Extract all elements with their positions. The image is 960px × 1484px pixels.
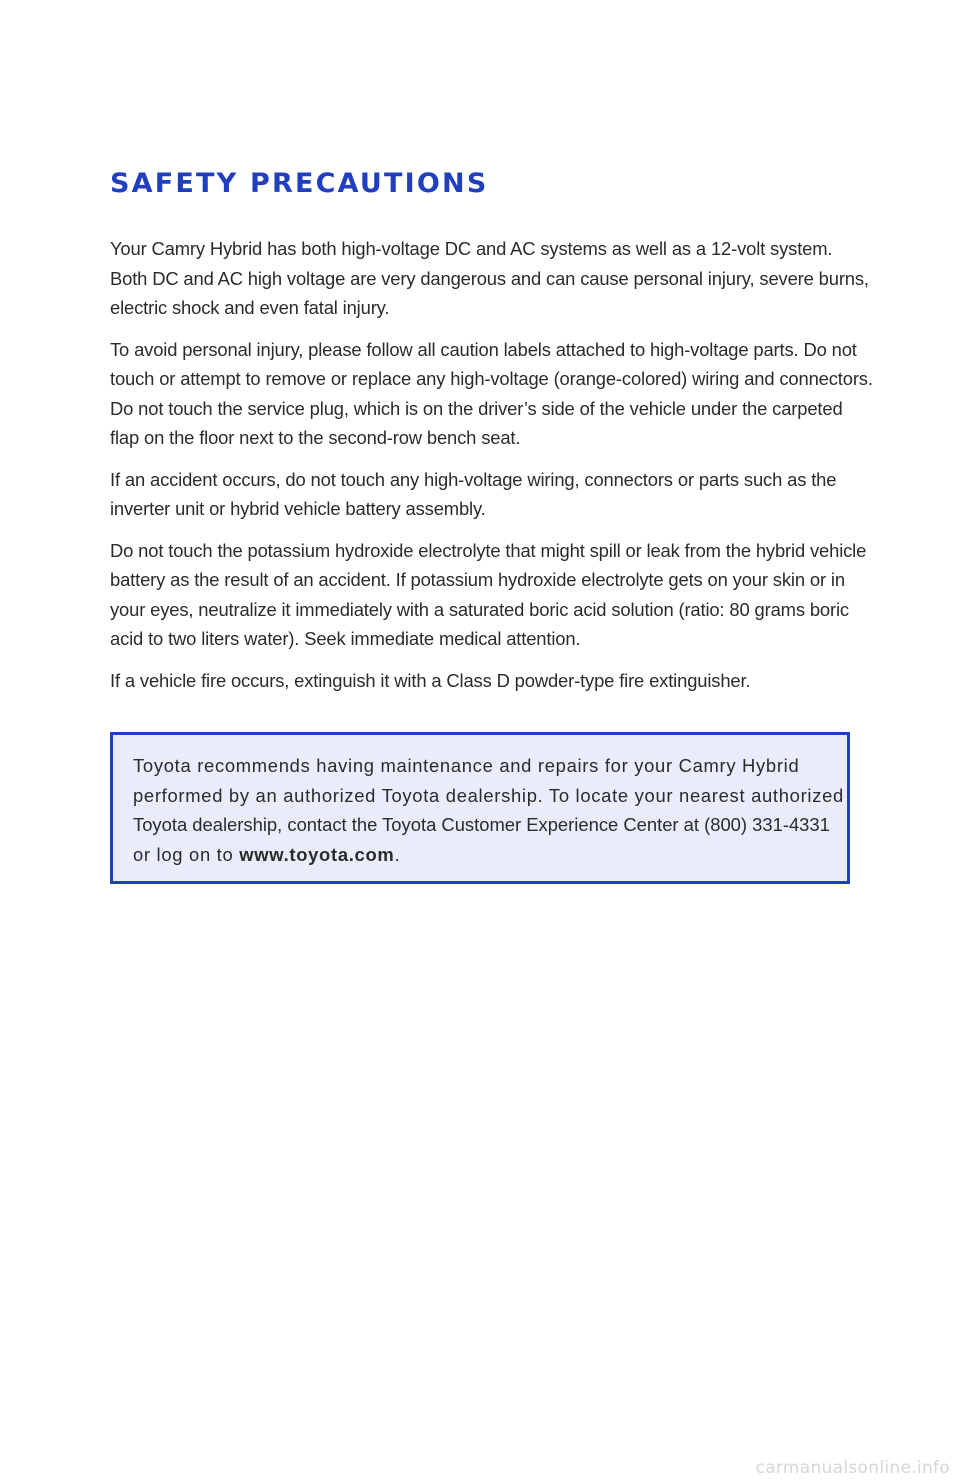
- note-line: Toyota dealership, contact the Toyota Customer Experience Center at (800) 331-4331: [133, 814, 830, 835]
- note-line: Toyota recommends having maintenance and repairs for your Camry Hybrid: [133, 755, 800, 776]
- dealership-note-text: [133, 751, 844, 869]
- text-line: Both DC and AC high voltage are very dangerous and can cause personal injury, severe burns,: [110, 267, 869, 289]
- text-line: If a vehicle fire occurs, extinguish it with a Class D powder-type fire extinguisher.: [110, 669, 751, 691]
- site-watermark: carmanualsonline.info: [755, 1458, 950, 1478]
- text-line: flap on the floor next to the second-row bench seat.: [110, 427, 521, 448]
- dealership-note-box: [110, 732, 850, 884]
- text-line: Do not touch the potassium hydroxide electrolyte that might spill or leak from the hybrid vehicle: [110, 539, 867, 561]
- note-line: [133, 840, 844, 870]
- text-line: inverter unit or hybrid vehicle battery assembly.: [110, 498, 486, 519]
- text-line: electric shock and even fatal injury.: [110, 297, 390, 318]
- text-line: To avoid personal injury, please follow all caution labels attached to high-voltage parts. Do not: [110, 338, 857, 360]
- note-line-suffix: .: [394, 843, 401, 865]
- text-line: Do not touch the service plug, which is on the driver’s side of the vehicle under the carpeted: [110, 397, 843, 419]
- paragraph-accident: [110, 465, 910, 524]
- toyota-website-link[interactable]: www.toyota.com: [239, 843, 395, 865]
- text-line: battery as the result of an accident. If potassium hydroxide electrolyte gets on your skin or in: [110, 569, 845, 590]
- page-title: SAFETY PRECAUTIONS: [110, 168, 489, 199]
- paragraph-voltage-systems: [110, 234, 910, 323]
- paragraph-fire: [110, 666, 910, 696]
- text-line: If an accident occurs, do not touch any high-voltage wiring, connectors or parts such as the: [110, 468, 837, 490]
- paragraph-electrolyte: [110, 536, 910, 654]
- safety-body: [110, 234, 910, 707]
- text-line: acid to two liters water). Seek immediate medical attention.: [110, 628, 581, 649]
- text-line: your eyes, neutralize it immediately with a saturated boric acid solution (ratio: 80 grams boric: [110, 598, 849, 620]
- note-line: performed by an authorized Toyota dealership. To locate your nearest authorized: [133, 784, 844, 806]
- note-line-prefix: or log on to: [133, 843, 240, 865]
- text-line: Your Camry Hybrid has both high-voltage DC and AC systems as well as a 12-volt system.: [110, 238, 833, 259]
- text-line: touch or attempt to remove or replace any high-voltage (orange-colored) wiring and connectors.: [110, 368, 873, 389]
- paragraph-avoid-injury: [110, 335, 910, 453]
